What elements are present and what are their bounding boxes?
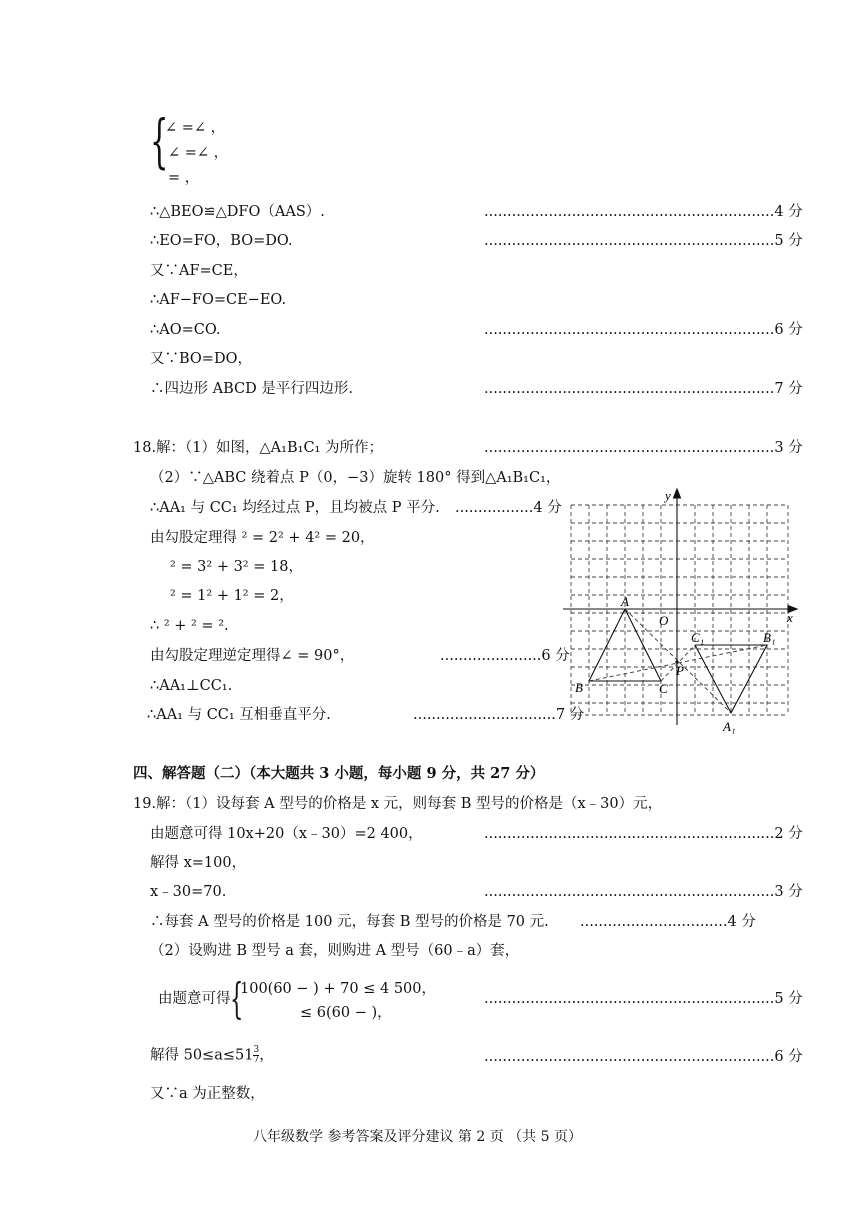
q19-line-9: 又∵a 为正整数，	[150, 1086, 265, 1102]
section-heading: 四、解答题（二）（本大题共 3 小题，每小题 9 分，共 27 分）	[133, 765, 545, 782]
q18-line-3: ∴AA₁ 与 CC₁ 均经过点 P，且均被点 P 平分.	[150, 500, 440, 516]
q19-line-3: 解得 x=100，	[150, 855, 247, 871]
proof-line: ∴EO=FO，BO=DO.	[150, 233, 293, 249]
score-dots: ...............................................................6 分	[484, 322, 803, 338]
q19-line-4: x﹣30=70.	[150, 884, 227, 900]
proof-line: ∴AF−FO=CE−EO.	[150, 292, 287, 308]
q19-line-8-prefix: 解得 50≤a≤51	[150, 1047, 254, 1064]
q18-line-4: 由勾股定理得 ² = 2² + 4² = 20，	[150, 530, 375, 546]
label-O: O	[659, 613, 669, 628]
q19-line-7b: ≤ 6(60 − )，	[300, 1005, 392, 1021]
system-line-1: ∠ =∠ ，	[165, 120, 226, 136]
q19-line-8-suffix: ，	[259, 1047, 274, 1064]
label-C: C	[659, 681, 668, 696]
label-P: P	[676, 663, 684, 678]
label-y: y	[665, 488, 671, 503]
q19-line-7-prefix: 由题意可得	[158, 991, 231, 1007]
label-A1: A₁	[723, 719, 736, 734]
label-x: x	[787, 610, 793, 625]
q19-line-5: ∴每套 A 型号的价格是 100 元，每套 B 型号的价格是 70 元.	[150, 914, 549, 930]
q18-line-9: ∴AA₁⊥CC₁.	[150, 678, 233, 694]
score-dots: ...............................................................2 分	[484, 826, 803, 842]
score-dots: ...............................7 分	[413, 707, 585, 723]
score-dots: ................................4 分	[580, 914, 756, 930]
q18-line-5: ² = 3² + 3² = 18，	[170, 559, 303, 575]
q19-line-8	[150, 1046, 274, 1065]
q19-line-2: 由题意可得 10x+20（x﹣30）=2 400，	[150, 826, 423, 842]
fraction-denominator: 7	[253, 1055, 260, 1065]
label-A: A	[621, 594, 629, 609]
q18-line-6: ² = 1² + 1² = 2，	[170, 588, 294, 604]
q18-line-10: ∴AA₁ 与 CC₁ 互相垂直平分.	[147, 707, 331, 723]
q18-line-2: （2）∵△ABC 绕着点 P（0，−3）旋转 180° 得到△A₁B₁C₁，	[150, 470, 561, 486]
score-dots: ......................6 分	[440, 648, 570, 664]
inequality-brace: {	[230, 974, 244, 1023]
fraction-numerator: 3	[253, 1045, 260, 1055]
score-dots: ...............................................................5 分	[484, 991, 803, 1007]
label-C1: C₁	[691, 630, 705, 645]
score-dots: ...............................................................4 分	[484, 204, 803, 220]
page-footer: 八年级数学 参考答案及评分建议 第 2 页 （共 5 页）	[253, 1129, 582, 1145]
system-brace: {	[150, 107, 169, 175]
proof-line: ∴四边形 ABCD 是平行四边形.	[150, 381, 353, 397]
proof-line: ∴AO=CO.	[150, 322, 221, 338]
q19-line-7a: 100(60 − ) + 70 ≤ 4 500，	[240, 981, 437, 997]
proof-line: ∴△BEO≌△DFO（AAS）.	[150, 204, 325, 220]
q18-line-1: 18.解：（1）如图，△A₁B₁C₁ 为所作；	[133, 440, 383, 456]
system-line-3: = ，	[168, 170, 200, 186]
score-dots: .................4 分	[455, 500, 562, 516]
q19-line-1: 19.解：（1）设每套 A 型号的价格是 x 元，则每套 B 型号的价格是（x﹣30）元，	[133, 796, 663, 812]
proof-line: 又∵BO=DO，	[150, 351, 252, 367]
score-dots: ...............................................................3 分	[484, 884, 803, 900]
proof-line: 又∵AF=CE，	[150, 263, 248, 279]
score-dots: ...............................................................5 分	[484, 233, 803, 249]
system-line-2: ∠ =∠ ，	[168, 145, 229, 161]
score-dots: ...............................................................6 分	[484, 1049, 803, 1065]
score-dots: ...............................................................3 分	[484, 440, 803, 456]
q19-line-6: （2）设购进 B 型号 a 套，则购进 A 型号（60﹣a）套，	[150, 943, 520, 959]
q18-line-7: ∴ ² + ² = ².	[150, 618, 229, 634]
label-B: B	[575, 680, 583, 695]
coordinate-figure	[555, 485, 805, 745]
label-B1: B₁	[763, 630, 776, 645]
score-dots: ...............................................................7 分	[484, 381, 803, 397]
q18-line-8: 由勾股定理逆定理得∠ = 90°，	[150, 648, 355, 664]
